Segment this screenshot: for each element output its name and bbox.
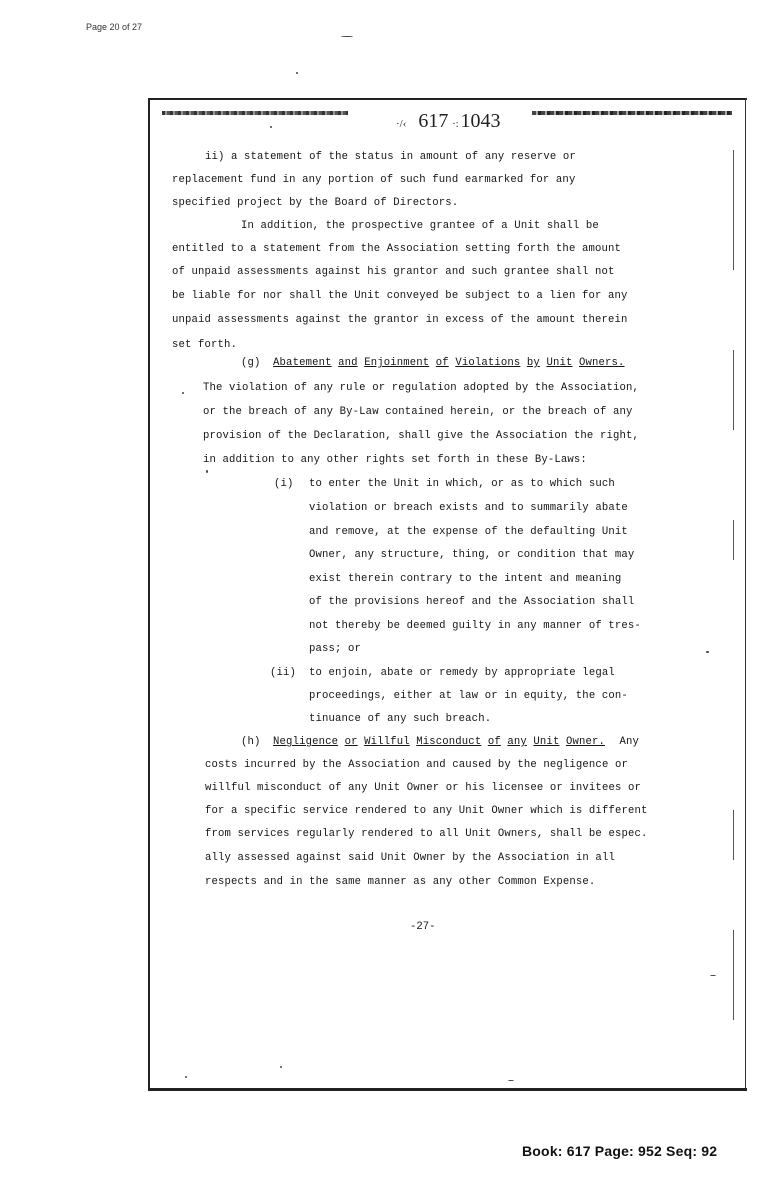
item-ii-line: proceedings, either at law or in equity, the con- [309,690,628,702]
stamp-page: 1043 [460,110,501,132]
item-i-line: exist therein contrary to the intent and meaning [309,573,622,585]
scan-speck [508,1080,514,1081]
body-line: entitled to a statement from the Association setting forth the amount [172,243,622,255]
heading-word: Enjoinment [364,357,430,369]
body-line: ii) a statement of the status in amount of any reserve or [205,151,576,163]
body-line: specified project by the Board of Directors. [172,197,459,209]
item-ii-line: tinuance of any such breach. [309,713,492,725]
item-i-line: and remove, at the expense of the defaulting Unit [309,526,628,538]
heading-word: Negligence [273,736,339,748]
item-i-line: to enter the Unit in which, or as to which such [309,478,615,490]
section-g-line: in addition to any other rights set forth in these By-Laws: [203,454,587,466]
section-g-line: provision of the Declaration, shall give the Association the right, [203,430,639,442]
heading-word: and [338,357,358,369]
heading-word: any [507,736,527,748]
scan-speck [706,651,709,653]
body-line: replacement fund in any portion of such fund earmarked for any [172,174,576,186]
margin-mark [733,520,734,560]
scan-speck [341,36,353,37]
recording-stamp [396,110,501,133]
scan-speck [710,975,716,976]
heading-word: Misconduct [416,736,482,748]
body-line: of unpaid assessments against his grantor and such grantee shall not [172,266,615,278]
stamp-mark: ·/‹ [396,118,407,130]
heading-word: Owners. [578,357,625,369]
section-h-line: costs incurred by the Association and caused by the negligence or [205,759,628,771]
stamp-separator: ·: [452,119,459,130]
heading-word: of [435,357,449,369]
heading-word: Unit [533,736,560,748]
body-line: set forth. [172,339,238,351]
item-ii-label: (ii) [270,667,297,679]
stamp-book: 617 [418,110,449,132]
section-g-heading [241,357,625,369]
section-h-line: respects and in the same manner as any other Common Expense. [205,876,596,888]
item-i-line: of the provisions hereof and the Association shall [309,596,635,608]
section-h-line: from services regularly rendered to all Unit Owners, shall be espec. [205,828,648,840]
section-h-heading [241,736,639,748]
page-counter: Page 20 of 27 [86,22,143,32]
heading-tail: Any [619,736,640,748]
heading-word: or [344,736,358,748]
scan-speck [206,470,208,473]
scan-speck [182,392,184,394]
scan-artifact-right [532,111,732,115]
scan-speck [280,1066,282,1068]
scan-speck [296,72,298,74]
item-i-label: (i) [274,478,294,490]
margin-mark [733,930,734,1020]
heading-word: Violations [455,357,521,369]
heading-word: Abatement [273,357,332,369]
scan-speck [270,126,272,128]
section-h-marker: (h) [241,736,261,748]
scan-speck [185,1076,187,1078]
section-g-marker: (g) [241,357,261,369]
heading-word: Unit [546,357,573,369]
frame-right-border [745,98,746,1090]
section-h-line: ally assessed against said Unit Owner by the Association in all [205,852,615,864]
section-g-line: or the breach of any By-Law contained herein, or the breach of any [203,406,633,418]
heading-word: by [526,357,540,369]
item-i-line: pass; or [309,643,362,655]
frame-bottom-border [148,1088,747,1091]
page-number: -27- [410,921,436,933]
frame-left-border [148,98,150,1090]
margin-mark [733,350,734,430]
body-line: be liable for nor shall the Unit conveyed be subject to a lien for any [172,290,628,302]
heading-word: Willful [364,736,410,748]
margin-mark [733,810,734,860]
item-i-line: violation or breach exists and to summarily abate [309,502,628,514]
frame-top-border [148,98,747,100]
item-i-line: Owner, any structure, thing, or condition that may [309,549,635,561]
body-line: unpaid assessments against the grantor in excess of the amount therein [172,314,628,326]
body-line: In addition, the prospective grantee of a Unit shall be [241,220,599,232]
item-ii-line: to enjoin, abate or remedy by appropriate legal [309,667,615,679]
heading-word: Owner. [565,736,606,748]
item-i-line: not thereby be deemed guilty in any manner of tres- [309,620,641,632]
scan-artifact-left [162,111,348,115]
section-h-line: for a specific service rendered to any Unit Owner which is different [205,805,648,817]
margin-mark [733,150,734,270]
recording-reference: Book: 617 Page: 952 Seq: 92 [522,1143,718,1159]
section-h-line: willful misconduct of any Unit Owner or his licensee or invitees or [205,782,641,794]
section-g-line: The violation of any rule or regulation adopted by the Association, [203,382,639,394]
heading-word: of [487,736,501,748]
